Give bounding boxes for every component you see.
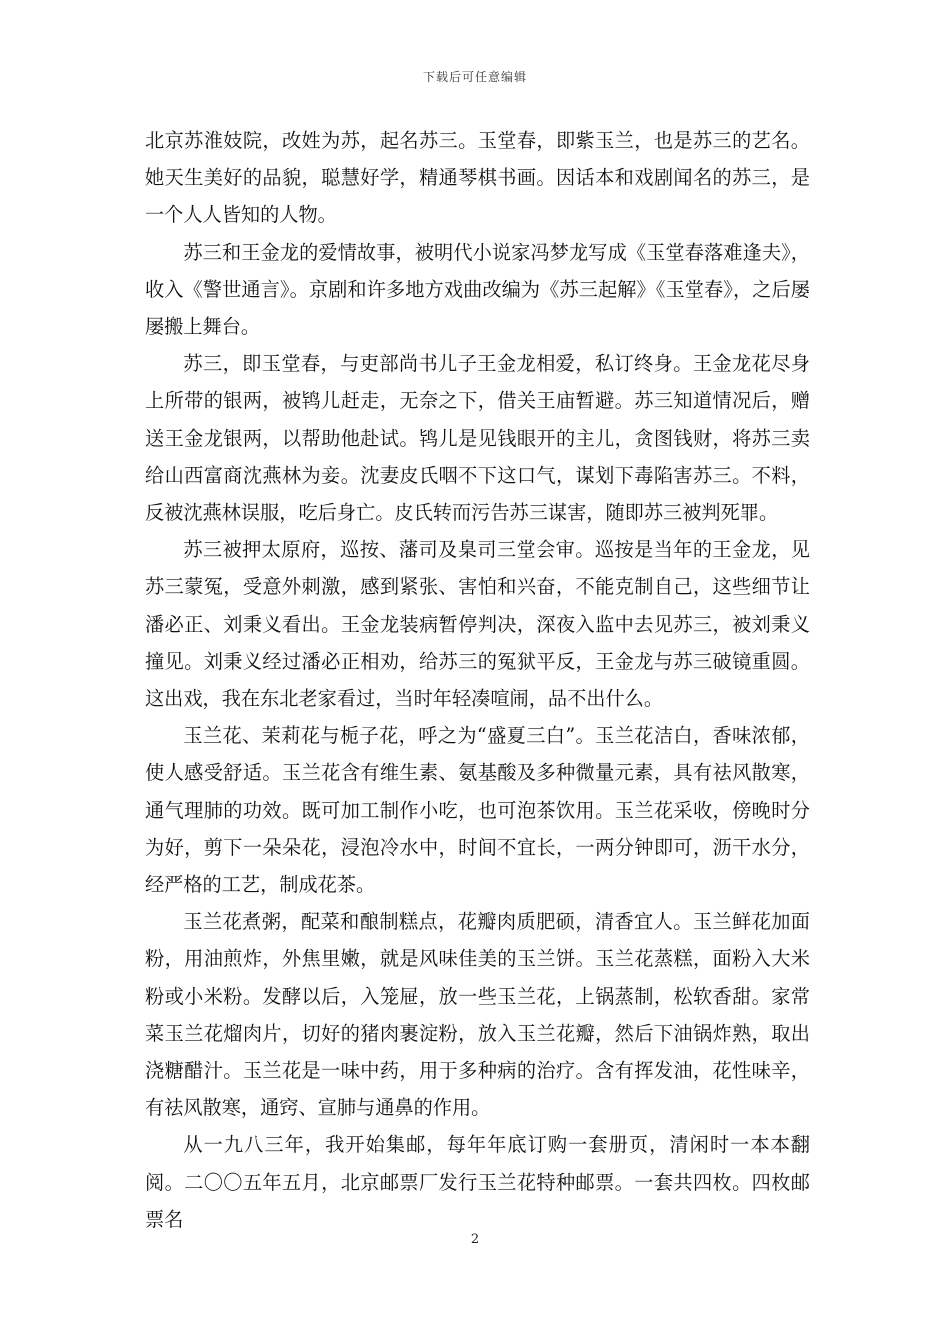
paragraph-4: 苏三被押太原府，巡按、藩司及臬司三堂会审。巡按是当年的王金龙，见苏三蒙冤，受意外刺激，感到紧张、害怕和兴奋，不能克制自己，这些细节让潘必正、刘秉义看出。王金龙装病暂停判决，深夜入监中去见苏三，被刘秉义撞见。刘秉义经过潘必正相劝，给苏三的冤狱平反，王金龙与苏三破镜重圆。这出戏，我在东北老家看过，当时年轻凑喧闹，品不出什么。 <box>145 538 810 711</box>
paragraph-7: 从一九八三年，我开始集邮，每年年底订购一套册页，清闲时一本本翻阅。二〇〇五年五月，北京邮票厂发行玉兰花特种邮票。一套共四枚。四枚邮票名 <box>145 1133 810 1231</box>
paragraph-5: 玉兰花、茉莉花与栀子花，呼之为“盛夏三白”。玉兰花洁白，香味浓郁，使人感受舒适。玉兰花含有维生素、氨基酸及多种微量元素，具有祛风散寒，通气理肺的功效。既可加工制作小吃，也可泡茶饮用。玉兰花采收，傍晚时分为好，剪下一朵朵花，浸泡冷水中，时间不宜长，一两分钟即可，沥干水分，经严格的工艺，制成花茶。 <box>145 724 810 897</box>
paragraph-2: 苏三和王金龙的爱情故事，被明代小说家冯梦龙写成《玉堂春落难逢夫》，收入《警世通言》。京剧和许多地方戏曲改编为《苏三起解》《玉堂春》，之后屡屡搬上舞台。 <box>145 240 810 339</box>
page-number: 2 <box>470 1232 480 1247</box>
paragraph-1: 北京苏淮妓院，改姓为苏，起名苏三。玉堂春，即紫玉兰，也是苏三的艺名。她天生美好的品貌，聪慧好学，精通琴棋书画。因话本和戏剧闻名的苏三，是一个人人皆知的人物。 <box>145 129 810 227</box>
paragraph-6: 玉兰花煮粥，配菜和酿制糕点，花瓣肉质肥硕，清香宜人。玉兰鲜花加面粉，用油煎炸，外焦里嫩，就是风味佳美的玉兰饼。玉兰花蒸糕，面粉入大米粉或小米粉。发酵以后，入笼屉，放一些玉兰花，上锅蒸制，松软香甜。家常菜玉兰花熘肉片，切好的猪肉裹淀粉，放入玉兰花瓣，然后下油锅炸熟，取出浇糖醋汁。玉兰花是一味中药，用于多种病的治疗。含有挥发油，花性味辛，有祛风散寒，通窍、宣肺与通鼻的作用。 <box>145 910 810 1120</box>
paragraph-3: 苏三，即玉堂春，与吏部尚书儿子王金龙相爱，私订终身。王金龙花尽身上所带的银两，被鸨儿赶走，无奈之下，借关王庙暂避。苏三知道情况后，赠送王金龙银两，以帮助他赴试。鸨儿是见钱眼开的主儿，贪图钱财，将苏三卖给山西富商沈燕林为妾。沈妻皮氏咽不下这口气，谋划下毒陷害苏三。不料，反被沈燕林误服，吃后身亡。皮氏转而污告苏三谋害，随即苏三被判死罪。 <box>145 352 810 525</box>
page-header: 下载后可任意编辑 <box>422 70 527 84</box>
document-body <box>145 122 810 1238</box>
